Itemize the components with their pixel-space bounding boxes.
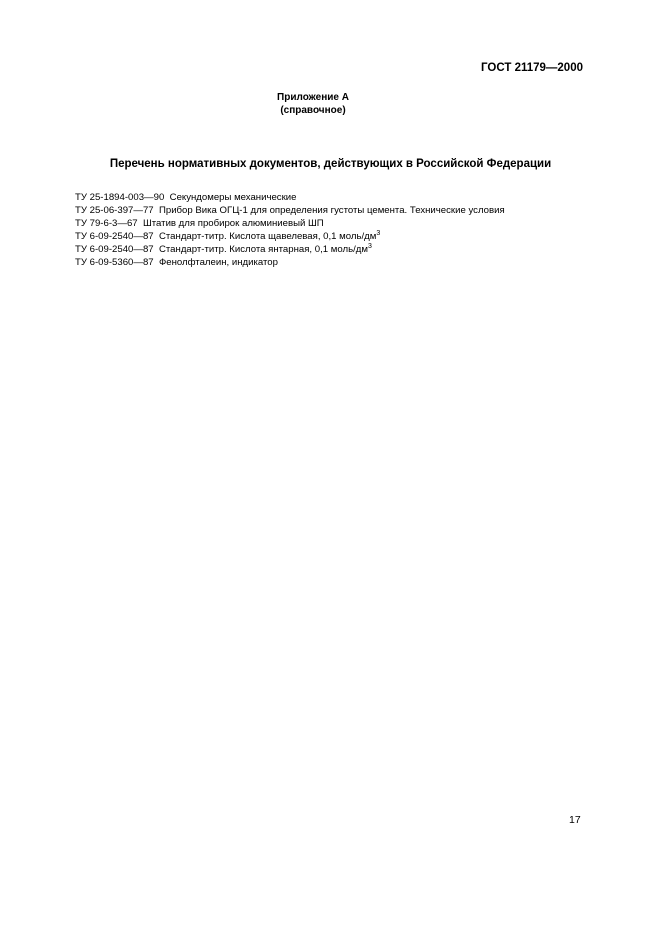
- doc-title: Стандарт-титр. Кислота янтарная, 0,1 моль/дм: [158, 244, 368, 255]
- doc-title: Секундомеры механические: [169, 192, 297, 203]
- page-number: 17: [569, 814, 581, 826]
- list-item: [75, 204, 505, 217]
- list-item: [75, 243, 505, 256]
- list-item: [75, 256, 505, 269]
- appendix-label: Приложение А: [277, 92, 349, 103]
- doc-code: ТУ 6-09-5360—87: [75, 257, 154, 268]
- standard-number: ГОСТ 21179—2000: [481, 62, 583, 74]
- superscript: 3: [367, 243, 372, 250]
- list-item: [75, 230, 505, 243]
- doc-title: Прибор Вика ОГЦ-1 для определения густоты цемента. Технические условия: [158, 205, 505, 216]
- doc-code: ТУ 6-09-2540—87: [75, 244, 154, 255]
- doc-title: Стандарт-титр. Кислота щавелевая, 0,1 моль/дм: [158, 231, 377, 242]
- doc-title: Штатив для пробирок алюминиевый ШП: [142, 218, 324, 229]
- doc-code: ТУ 6-09-2540—87: [75, 231, 154, 242]
- superscript: 3: [376, 230, 381, 237]
- doc-code: ТУ 25-06-397—77: [75, 205, 154, 216]
- list-item: [75, 191, 505, 204]
- doc-title: Фенолфталеин, индикатор: [158, 257, 278, 268]
- doc-code: ТУ 79-6-3—67: [75, 218, 138, 229]
- section-title: Перечень нормативных документов, действующих в Российской Федерации: [109, 158, 552, 170]
- appendix-type: (справочное): [280, 105, 346, 116]
- list-item: [75, 217, 505, 230]
- document-list: [75, 191, 505, 269]
- doc-code: ТУ 25-1894-003—90: [75, 192, 165, 203]
